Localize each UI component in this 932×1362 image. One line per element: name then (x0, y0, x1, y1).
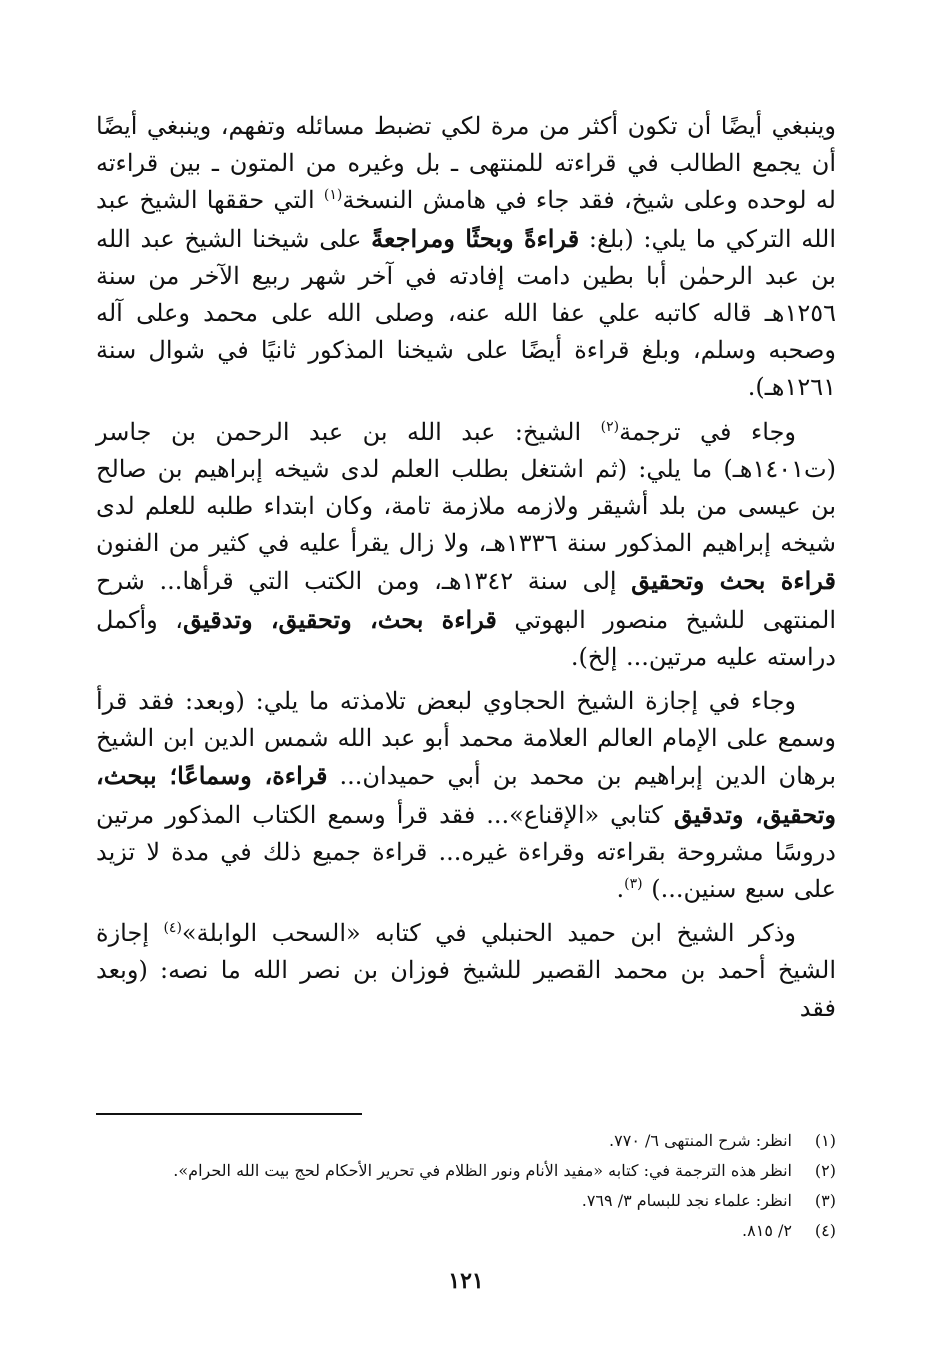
bold-phrase: قراءة بحث وتحقيق (631, 566, 836, 596)
paragraph (96, 915, 836, 1027)
footnote-ref: (٢) (600, 418, 620, 435)
footnote-text: انظر: شرح المنتهى ٦/ ٧٧٠. (609, 1131, 792, 1150)
text-run: وينبغي أيضًا أن تكون أكثر من مرة لكي تضبط مسائله وتفهم، وينبغي أيضًا أن يجمع الطالب في قراءته للمنتهى ـ بل وغيره من المتون ـ بين قراءته له لوحده وعلى شيخ، فقد جاء في هامش النسخة (96, 112, 836, 215)
footnote-text: انظر هذه الترجمة في: كتابه «مفيد الأنام ونور الظلام في تحرير الأحكام لحج بيت الله الحرام». (173, 1161, 792, 1180)
text-run: وذكر الشيخ ابن حميد الحنبلي في كتابه «السحب الوابلة» (181, 919, 796, 948)
footnote-text: انظر: علماء نجد للبسام ٣/ ٧٦٩. (581, 1191, 792, 1210)
bold-phrase: قراءةً وبحثًا ومراجعةً (371, 223, 580, 253)
footnote-ref: (٤) (163, 920, 182, 937)
paragraph (96, 683, 836, 908)
text-run: وجاء في ترجمة (619, 417, 796, 446)
text-run: كتابي «الإقناع»... فقد قرأ وسمع الكتاب المذكور مرتين دروسًا مشروحة بقراءته وقراءة غيره... قراءة جميع ذلك في مدة لا تزيد على سبع سنين...) (96, 800, 836, 904)
footnote-separator (96, 1113, 362, 1115)
text-run: إجازة الشيخ أحمد بن محمد القصير للشيخ فوزان بن نصر الله ما نصه: (وبعد فقد (96, 919, 836, 1022)
text-run: ، وأكمل دراسته عليه مرتين... إلخ). (96, 605, 836, 671)
text-run: على شيخنا الشيخ عبد الله بن عبد الرحمٰن أبا بطين دامت إفادته في آخر شهر ربيع الآخر من سنة ١٢٥٦هـ قاله كاتبه علي عفا الله عنه، وصلى الله على محمد وعلى آله وصحبه وسلم، وبلغ قراءة أيضًا على شيخنا المذكور ثانيًا في شوال سنة ١٢٦١هـ). (96, 224, 836, 402)
footnote-number: (٢) (814, 1161, 836, 1180)
page-number: ١٢١ (448, 1268, 484, 1294)
footnote-number: (٣) (814, 1191, 836, 1210)
bold-phrase: قراءة بحث، وتحقيق، وتدقيق (182, 604, 497, 634)
text-run: الشيخ: عبد الله بن عبد الرحمن بن جاسر (ت١٤٠١هـ) ما يلي: (ثم اشتغل بطلب العلم لدى شيخه إبراهيم بن صالح بن عيسى من بلد أشيقر ولازمه ملازمة تامة، وكان ابتداء طلبه للعلم لدى شيخه إبراهيم المذكور سنة ١٣٣٦هـ، ولا زال يقرأ عليه في كثير من الفنون (96, 417, 836, 558)
footnote (96, 1186, 836, 1216)
paragraph (96, 414, 836, 676)
footnote-number: (٤) (814, 1221, 836, 1240)
text-run: . (616, 875, 625, 904)
footnote-text: ٢/ ٨١٥. (742, 1221, 792, 1240)
text-run: إلى سنة ١٣٤٢هـ، ومن الكتب التي قرأها... شرح المنتهى للشيخ منصور البهوتي (96, 567, 836, 634)
text-run: وجاء في إجازة الشيخ الحجاوي لبعض تلامذته ما يلي: (وبعد: فقد قرأ وسمع على الإمام العالم العلامة محمد أبو عبد الله شمس الدين ابن الشيخ برهان الدين إبراهيم بن محمد بن أبي حميدان... (96, 687, 836, 791)
footnote-ref: (١) (323, 187, 343, 204)
footnote (96, 1156, 836, 1186)
footnotes (96, 1126, 836, 1246)
footnote-number: (١) (814, 1131, 836, 1150)
footnote (96, 1216, 836, 1246)
footnote-ref: (٣) (624, 876, 643, 893)
footnote (96, 1126, 836, 1156)
paragraph (96, 108, 836, 407)
bold-phrase: قراءة، وسماعًا؛ ببحث، وتحقيق، وتدقيق (96, 761, 837, 829)
text-run: التي حققها الشيخ عبد الله التركي ما يلي: (بلغ: (96, 186, 837, 253)
